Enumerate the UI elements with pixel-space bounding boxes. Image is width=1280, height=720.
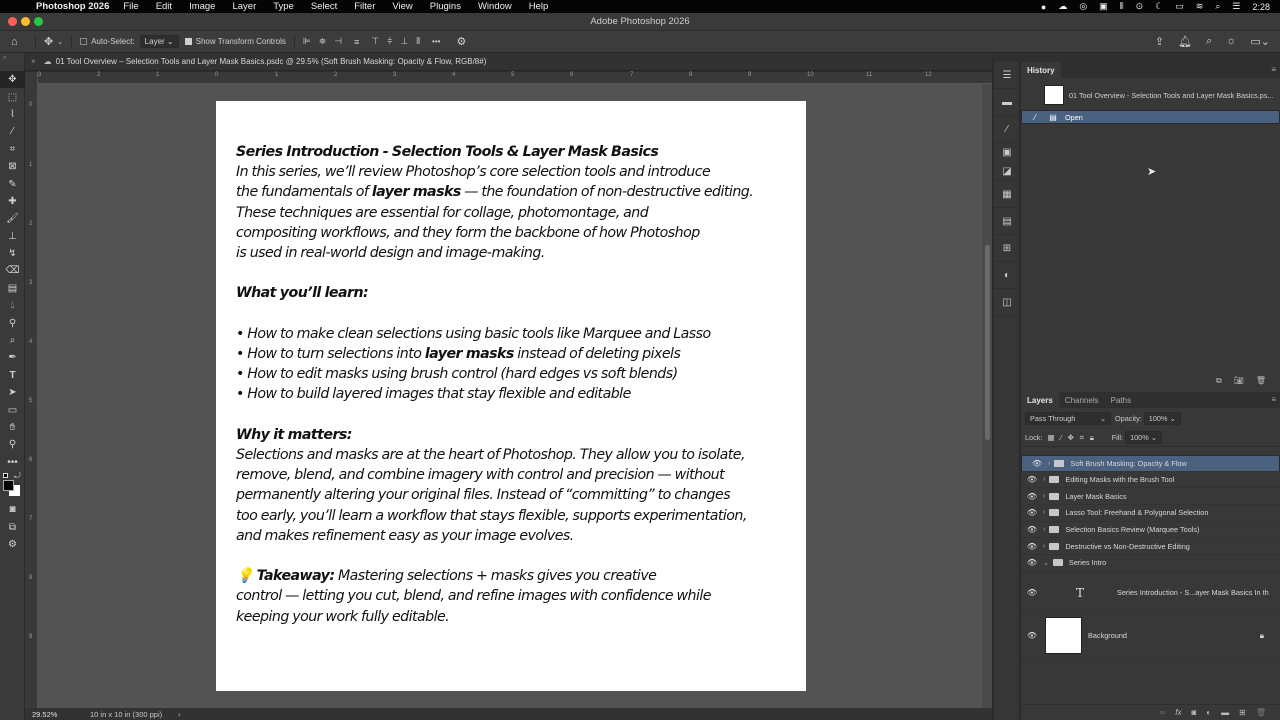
ruler-tick: 9	[748, 72, 752, 78]
layer-group-row[interactable]	[1021, 538, 1280, 555]
folder-icon	[1049, 493, 1059, 500]
expand-chevron-icon[interactable]: ›	[1043, 492, 1046, 500]
lock-all-icon[interactable]: 🔒︎	[1089, 432, 1094, 442]
document-size: 10 in x 10 in (300 ppi)	[90, 709, 163, 719]
doc-bullet: • How to edit masks using brush control (hard edges vs soft blends)	[236, 366, 678, 383]
gradient-tool[interactable]: ▤	[7, 282, 18, 294]
menu-select[interactable]: Select	[310, 1, 338, 12]
foreground-color-swatch[interactable]	[3, 480, 14, 491]
dodge-tool[interactable]: ⚲	[8, 317, 17, 329]
drive-icon[interactable]: ▣	[1099, 1, 1108, 11]
layer-group-row[interactable]	[1021, 488, 1280, 505]
mouse-cursor-icon: ➤	[1147, 166, 1157, 178]
auto-select-target-value: Layer	[144, 37, 165, 46]
more-options-button[interactable]: •••	[432, 37, 441, 46]
document-canvas[interactable]	[216, 101, 806, 691]
status-info-arrow[interactable]: ›	[178, 709, 181, 719]
object-selection-tool[interactable]: ⌕	[9, 335, 16, 347]
menu-window[interactable]: Window	[477, 1, 512, 12]
history-panel	[1021, 62, 1280, 392]
history-state-label: Open	[1065, 112, 1083, 122]
hand-tool[interactable]: ✋︎	[9, 422, 16, 433]
edit-toolbar-icon[interactable]: •••	[7, 456, 18, 468]
distribute-vertical-icon[interactable]: ⫴	[416, 36, 421, 46]
ruler-tick: 8	[689, 72, 693, 78]
wifi-icon[interactable]: ≋	[1195, 1, 1204, 11]
doc-why-line: permanently altering your original files. Instead of “committing” to changes	[236, 487, 731, 504]
ruler-tick: 1	[156, 72, 160, 78]
doc-bullet	[236, 344, 806, 364]
horizontal-ruler[interactable]	[38, 72, 992, 84]
takeaway-label: Takeaway:	[256, 568, 335, 585]
text-layer-icon: T	[1075, 585, 1084, 600]
fx-icon[interactable]: fx	[1175, 708, 1182, 717]
properties-panel-icon[interactable]: ▣	[1002, 147, 1012, 158]
cc-libraries-icon[interactable]: ◎	[1079, 1, 1088, 11]
folder-icon	[1049, 543, 1059, 550]
doc-intro-line: is used in real-world design and image-making.	[236, 245, 545, 262]
gear-icon[interactable]: ⚙	[456, 36, 467, 48]
visibility-eye-icon[interactable]: 👁︎	[1026, 631, 1038, 641]
doc-intro-line: compositing workflows, and they form the backbone of how Photoshop	[236, 224, 700, 241]
doc-takeaway-line: control — letting you cut, blend, and refine images with confidence while	[236, 588, 711, 605]
lock-position-icon[interactable]: ✥	[1067, 433, 1074, 442]
ruler-tick: 5	[511, 72, 515, 78]
new-layer-icon[interactable]: ⊞	[1239, 708, 1246, 717]
doc-bullet: • How to build layered images that stay flexible and editable	[236, 386, 631, 403]
bold-text-run: layer masks	[371, 184, 461, 201]
layer-group-row[interactable]	[1021, 455, 1280, 472]
layer-group-row[interactable]	[1021, 555, 1280, 572]
menu-plugins[interactable]: Plugins	[429, 1, 461, 12]
layer-name: Background	[1088, 631, 1127, 641]
align-bottom-icon[interactable]: ⊥	[400, 36, 409, 46]
doc-takeaway-line: keeping your work fully editable.	[236, 608, 450, 625]
text-run: instead of deleting pixels	[513, 346, 681, 362]
libraries-panel-icon[interactable]: ◪	[994, 162, 1020, 181]
menu-filter[interactable]: Filter	[354, 1, 376, 12]
align-left-icon[interactable]: ⊫	[302, 36, 311, 46]
ruler-tick: 0	[29, 102, 33, 108]
align-top-icon[interactable]: ⊤	[371, 36, 380, 46]
ruler-tick: 1	[29, 162, 33, 168]
eraser-tool[interactable]: ⌫	[5, 265, 20, 277]
menu-image[interactable]: Image	[189, 1, 216, 12]
layer-group-row[interactable]	[1021, 522, 1280, 539]
clone-stamp-tool[interactable]: ⊥	[8, 230, 17, 242]
delete-layer-icon[interactable]: 🗑︎	[1255, 708, 1266, 717]
rectangular-marquee-tool[interactable]: ⬚	[7, 91, 18, 103]
ruler-tick: 4	[29, 339, 33, 345]
ruler-tick: 9	[29, 634, 33, 640]
blend-mode-dropdown[interactable]: Pass Through ⌄	[1025, 412, 1111, 425]
crop-tool[interactable]: ⌗	[9, 143, 16, 155]
close-document-icon[interactable]: ×	[31, 57, 36, 66]
swap-colors-icon[interactable]: ⤾	[14, 470, 21, 480]
menu-view[interactable]: View	[392, 1, 413, 12]
window-title: Adobe Photoshop 2026	[590, 16, 690, 27]
brush-settings-panel-icon[interactable]: ⁄	[994, 116, 1020, 143]
creative-cloud-icon[interactable]: ☁	[1058, 1, 1068, 11]
ruler-tick: 1	[275, 72, 279, 78]
snapshot-camera-icon[interactable]: 📷︎	[1233, 376, 1244, 385]
doc-intro-line: In this series, we’ll review Photoshop’s core selection tools and introduce	[236, 164, 711, 181]
adjustment-layer-icon[interactable]: ◐	[1206, 708, 1212, 717]
menu-edit[interactable]: Edit	[155, 1, 173, 12]
menu-help[interactable]: Help	[528, 1, 549, 12]
app-menu[interactable]: Photoshop 2026	[36, 1, 110, 12]
workspace-icon[interactable]: ▭⌄	[1250, 36, 1270, 48]
layer-name: Series Introduction - S...ayer Mask Basics In th	[1117, 588, 1269, 598]
doc-bullet: • How to make clean selections using basic tools like Marquee and Lasso	[236, 325, 711, 342]
bell-icon[interactable]: 🔔︎	[1178, 36, 1193, 48]
doc-intro-line	[236, 182, 806, 202]
cloud-document-icon: ☁	[43, 57, 52, 66]
text-run: Mastering selections + masks gives you creative	[334, 568, 657, 585]
layer-name: Soft Brush Masking: Opacity & Flow	[1070, 458, 1187, 468]
expand-chevron-icon[interactable]: ›	[1043, 526, 1046, 534]
ruler-tick: 10	[807, 72, 814, 78]
default-colors-icon[interactable]	[3, 473, 8, 478]
status-bar	[25, 708, 992, 720]
folder-icon	[1049, 526, 1059, 533]
auto-select-checkbox[interactable]	[80, 38, 87, 45]
collapse-chevron-icon[interactable]: ⌄	[1043, 559, 1049, 567]
ruler-tick: 7	[29, 516, 33, 522]
panel-menu-icon[interactable]: ≡	[1271, 395, 1276, 404]
document-tab[interactable]	[25, 53, 992, 71]
discover-lightbulb-icon[interactable]: ☼	[1226, 35, 1237, 47]
snapshot-label: 01 Tool Overview - Selection Tools and Layer Mask Basics.ps...	[1069, 90, 1274, 100]
color-swatches	[0, 471, 24, 501]
layers-tabs	[1021, 392, 1280, 408]
window-titlebar	[0, 13, 1280, 31]
blur-tool[interactable]: 💧︎	[10, 300, 15, 312]
folder-icon	[1054, 460, 1064, 467]
frame-tool[interactable]: ⊠	[8, 161, 17, 173]
visibility-eye-icon[interactable]: 👁︎	[1026, 508, 1038, 518]
align-right-icon[interactable]: ⊣	[334, 36, 343, 46]
link-layers-icon[interactable]: ∞	[1159, 708, 1166, 717]
layers-panel-footer	[1021, 704, 1280, 720]
history-brush-tool[interactable]: ↯	[8, 248, 17, 260]
lock-image-icon[interactable]: ⁄	[1060, 433, 1062, 442]
move-tool-icon[interactable]: ✥	[44, 36, 54, 48]
folder-icon	[1049, 509, 1059, 516]
rectangle-tool[interactable]: ▭	[7, 404, 18, 416]
doc-why-line: remove, blend, and combine imagery with control and precision — without	[236, 467, 725, 484]
lock-icon: 🔒︎	[1259, 630, 1264, 640]
visibility-eye-icon[interactable]: 👁︎	[1026, 525, 1038, 535]
ruler-tick: 4	[452, 72, 456, 78]
background-layer-row[interactable]	[1021, 615, 1280, 658]
zoom-level[interactable]: 29.52%	[32, 709, 58, 719]
doc-why-line: Selections and masks are at the heart of Photoshop. They allow you to isolate,	[236, 447, 745, 463]
search-icon[interactable]: ⌕	[1215, 1, 1221, 11]
play-icon[interactable]: ⊙	[1135, 1, 1144, 11]
visibility-eye-icon[interactable]: 👁︎	[1026, 558, 1038, 568]
layer-name: Selection Basics Review (Marquee Tools)	[1065, 525, 1200, 535]
open-state-icon: ▤	[1049, 112, 1057, 122]
battery-icon[interactable]: ▭	[1175, 1, 1184, 11]
layers-panel	[1021, 392, 1280, 720]
layer-name: Destructive vs Non-Destructive Editing	[1065, 541, 1190, 551]
open-folder-icon	[1053, 559, 1063, 566]
doc-intro-line: These techniques are essential for collage, photomontage, and	[236, 204, 649, 221]
lasso-tool[interactable]: ⌇	[10, 108, 15, 120]
lightbulb-icon: 💡	[236, 568, 254, 585]
distribute-horizontal-icon[interactable]: ≡	[354, 36, 360, 47]
layer-group-row[interactable]	[1021, 505, 1280, 522]
tab-layers[interactable]: Layers	[1021, 392, 1059, 408]
new-document-from-state-icon[interactable]: ⧉	[1215, 376, 1222, 385]
history-state[interactable]	[1021, 110, 1280, 124]
visibility-eye-icon[interactable]: 👁︎	[1031, 458, 1043, 468]
glyphs-panel-icon[interactable]: ◫	[994, 289, 1020, 316]
show-transform-checkbox[interactable]	[185, 38, 192, 45]
visibility-eye-icon[interactable]: 👁︎	[1026, 491, 1038, 501]
bold-text-run: layer masks	[424, 346, 514, 362]
moon-icon[interactable]: ☾	[1155, 1, 1164, 11]
history-brush-source-icon[interactable]: ⁄	[1034, 112, 1036, 122]
ruler-tick: 6	[29, 457, 33, 463]
tab-channels[interactable]: Channels	[1064, 396, 1099, 405]
tab-paths[interactable]: Paths	[1110, 396, 1132, 405]
panel-dock-header	[993, 53, 1280, 62]
ruler-tick: 2	[97, 72, 101, 78]
visibility-eye-icon[interactable]: 👁︎	[1026, 475, 1038, 485]
folder-icon	[1049, 476, 1059, 483]
tools-panel	[0, 53, 25, 720]
opacity-value: 100%	[1148, 414, 1168, 423]
history-snapshot[interactable]	[1021, 80, 1280, 110]
menu-file[interactable]: File	[123, 1, 139, 12]
tool-preset-chevron-icon[interactable]: ⌄	[57, 38, 64, 46]
ruler-tick: 6	[570, 72, 574, 78]
align-middle-v-icon[interactable]: ⫩	[387, 36, 393, 46]
ruler-tick: 3	[38, 72, 42, 78]
lock-artboard-icon[interactable]: ⌗	[1079, 432, 1084, 442]
visibility-eye-icon[interactable]: 👁︎	[1026, 588, 1038, 598]
vertical-ruler[interactable]	[25, 72, 38, 708]
collapse-toolbar-icon[interactable]: »	[3, 55, 7, 61]
ruler-tick: 5	[29, 398, 33, 404]
menu-type[interactable]: Type	[273, 1, 294, 12]
comments-panel-icon[interactable]: ▬	[994, 89, 1020, 116]
doc-why-heading: Why it matters:	[236, 426, 352, 443]
auto-select-target-dropdown[interactable]: Layer ⌄	[140, 35, 179, 48]
panel-icon-strip	[993, 62, 1020, 720]
doc-learn-heading: What you’ll learn:	[236, 285, 369, 302]
zoom-tool[interactable]: ⚲	[8, 439, 17, 451]
expand-chevron-icon[interactable]: ›	[1043, 476, 1046, 484]
ruler-tick: 0	[215, 72, 219, 78]
vertical-scrollbar[interactable]	[985, 245, 990, 440]
text-run: — the foundation of non-destructive editing.	[460, 184, 754, 201]
eyedropper-tool[interactable]: ✎	[8, 178, 17, 190]
quick-mask-icon[interactable]: ◙	[9, 504, 16, 516]
ruler-tick: 7	[630, 72, 634, 78]
patterns-panel-icon[interactable]: ⊞	[994, 235, 1020, 262]
path-selection-tool[interactable]: ➤	[8, 387, 17, 399]
ruler-tick: 3	[393, 72, 397, 78]
expand-chevron-icon[interactable]: ›	[1048, 459, 1051, 467]
expand-chevron-icon[interactable]: ›	[1043, 509, 1046, 517]
search-icon[interactable]: ⌕	[1206, 35, 1213, 47]
add-mask-icon[interactable]: ◙	[1191, 708, 1197, 717]
lock-transparent-icon[interactable]: ▦	[1047, 433, 1055, 442]
macos-menubar	[0, 0, 1280, 13]
layer-group-row[interactable]	[1021, 472, 1280, 489]
fill-value: 100%	[1130, 433, 1149, 442]
menu-layer[interactable]: Layer	[232, 1, 257, 12]
new-group-icon[interactable]: ▬	[1221, 708, 1230, 717]
type-tool[interactable]: T	[9, 369, 16, 381]
ruler-tick: 2	[334, 72, 338, 78]
gradients-panel-icon[interactable]: ▤	[994, 208, 1020, 235]
move-tool[interactable]: ✥	[0, 71, 25, 88]
healing-brush-tool[interactable]: ✚	[8, 195, 17, 207]
pen-tool[interactable]: ✒	[8, 352, 17, 364]
history-tabs	[1021, 62, 1280, 78]
delete-state-icon[interactable]: 🗑︎	[1255, 376, 1266, 385]
ruler-tick: 8	[29, 575, 33, 581]
ruler-tick: 3	[29, 280, 33, 286]
home-icon[interactable]: ⌂	[11, 35, 18, 48]
layer-thumbnail	[1045, 617, 1082, 654]
adjustments-circle-icon[interactable]: ◐	[994, 262, 1020, 289]
show-transform-label: Show Transform Controls	[195, 37, 286, 46]
doc-why-line: and makes refinement easy as your image evolves.	[236, 527, 574, 544]
visibility-eye-icon[interactable]: 👁︎	[1026, 541, 1038, 551]
adjustments-panel-icon[interactable]: ☰	[994, 62, 1020, 89]
blend-mode-value: Pass Through	[1030, 414, 1076, 423]
text-run: • How to turn selections into	[236, 346, 425, 362]
panel-menu-icon[interactable]: ≡	[1271, 65, 1276, 74]
share-icon[interactable]: ⇪	[1154, 36, 1165, 48]
tab-history[interactable]: History	[1021, 62, 1061, 78]
layer-name: Layer Mask Basics	[1065, 491, 1127, 501]
swatches-panel-icon[interactable]: ▦	[994, 181, 1020, 208]
control-center-icon[interactable]: ☰	[1232, 1, 1241, 11]
screen-mode-icon[interactable]: ⧉	[8, 521, 17, 533]
align-center-h-icon[interactable]: ≑	[318, 36, 327, 46]
ruler-tick: 2	[29, 221, 33, 227]
ruler-tick: 12	[925, 72, 932, 78]
fill-input[interactable]: 100% ⌄	[1125, 431, 1162, 444]
magic-wand-tool[interactable]: ⁄	[11, 126, 14, 138]
document-tab-title: 01 Tool Overview – Selection Tools and Layer Mask Basics.psdc @ 29.5% (Soft Brush Masking: Opacity & Flow, RGB/8#)	[55, 57, 487, 66]
opacity-label: Opacity:	[1115, 414, 1142, 423]
text-run: the fundamentals of	[236, 184, 372, 201]
auto-select-label: Auto-Select:	[91, 37, 135, 46]
record-icon[interactable]: ●	[1040, 1, 1047, 12]
layer-name: Series Intro	[1068, 558, 1107, 568]
audio-icon[interactable]: ⦀	[1119, 1, 1124, 11]
lock-label: Lock:	[1025, 433, 1043, 442]
doc-heading: Series Introduction - Selection Tools & Layer Mask Basics	[236, 144, 659, 160]
clock: 2:28	[1252, 1, 1270, 12]
opacity-input[interactable]: 100% ⌄	[1144, 412, 1181, 425]
layer-name: Editing Masks with the Brush Tool	[1065, 475, 1175, 485]
expand-chevron-icon[interactable]: ›	[1043, 542, 1046, 550]
snapshot-thumbnail	[1044, 85, 1064, 105]
doc-why-line: too early, you’ll learn a workflow that stays flexible, supports experimentation,	[236, 507, 747, 524]
doc-takeaway-line	[236, 566, 806, 586]
layer-name: Lasso Tool: Freehand & Polygonal Selection	[1065, 508, 1209, 518]
fill-label: Fill:	[1111, 433, 1124, 442]
ruler-tick: 11	[866, 72, 873, 78]
generative-icon[interactable]: ⚙	[8, 538, 17, 550]
brush-tool[interactable]: 🖌︎	[6, 213, 19, 225]
options-bar	[0, 31, 1280, 53]
text-layer-row[interactable]	[1021, 572, 1280, 615]
